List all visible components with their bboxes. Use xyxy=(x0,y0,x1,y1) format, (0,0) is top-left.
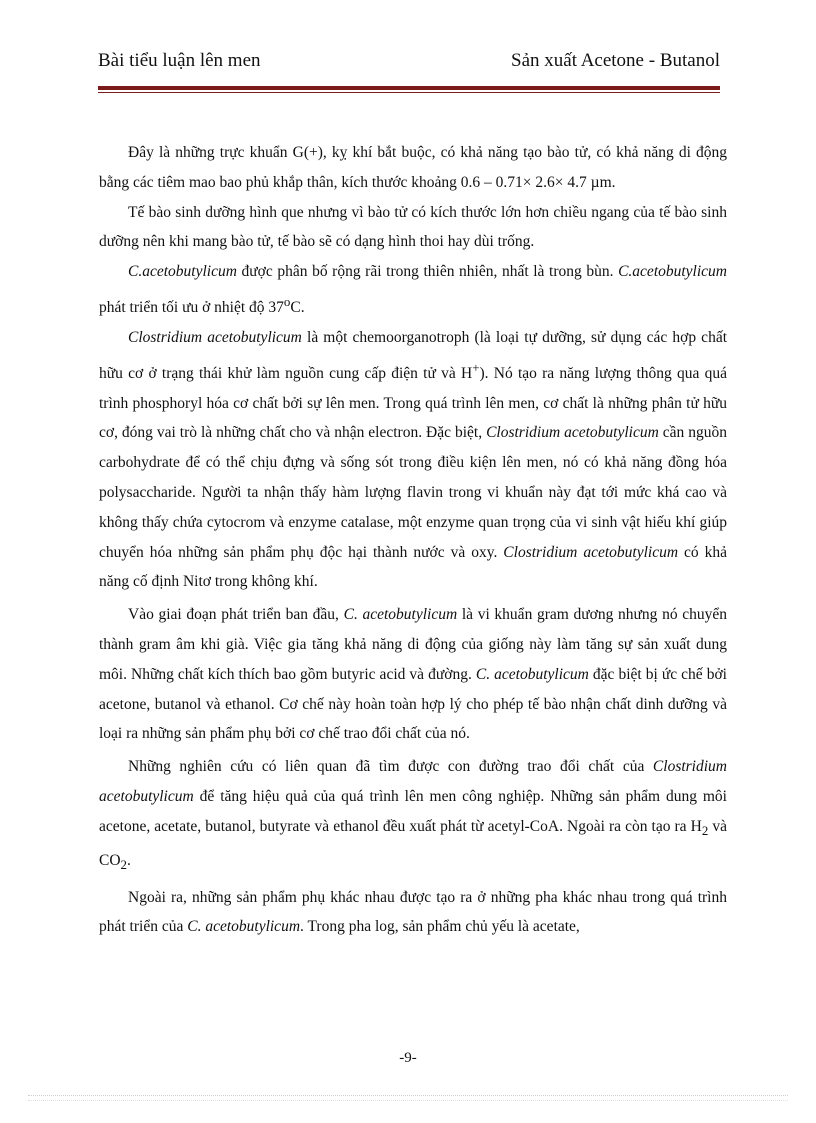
paragraph-4 xyxy=(99,323,727,597)
species-name: C. acetobutylicum xyxy=(187,918,301,936)
text-run: và CO xyxy=(99,817,727,869)
page-border-dotted xyxy=(28,1095,788,1096)
header-title-left: Bài tiểu luận lên men xyxy=(98,50,261,71)
text-run: . xyxy=(127,851,131,869)
subscript: 2 xyxy=(120,856,127,872)
header-rule-thin xyxy=(98,92,720,93)
paragraph-5 xyxy=(99,600,727,749)
text-run: đặc biệt bị ức chế bởi acetone, butanol và ethanol. Cơ chế này hoàn toàn hợp lý cho phép tế bào nhận chất dinh dưỡng và loại ra những sản phẩm phụ bởi cơ chế trao đổi chất của nó. xyxy=(99,665,727,743)
text-run: C. xyxy=(290,299,305,317)
text-run: được phân bố rộng rãi trong thiên nhiên, nhất là trong bùn. xyxy=(236,263,619,281)
text-run: để tăng hiệu quả của quá trình lên men công nghiệp. Những sản phẩm dung môi acetone, acetate, butanol, butyrate và ethanol đều xuất phát từ acetyl-CoA. Ngoài ra còn tạo ra H xyxy=(99,788,727,835)
paragraph-6 xyxy=(99,752,727,879)
body-text xyxy=(99,138,727,942)
text-run: phát triển tối ưu ở nhiệt độ 37 xyxy=(99,299,284,317)
page-header xyxy=(98,50,720,78)
text-run: Những nghiên cứu có liên quan đã tìm được con đường trao đổi chất của xyxy=(128,758,653,776)
species-name: Clostridium acetobutylicum xyxy=(503,543,679,561)
species-name: C. acetobutylicum xyxy=(475,665,589,683)
page-border-dotted xyxy=(28,1100,788,1101)
paragraph-7 xyxy=(99,883,727,943)
header-rule-thick xyxy=(98,86,720,90)
degree-superscript: o xyxy=(283,293,291,309)
page-number: -9- xyxy=(399,1050,417,1066)
species-name: C. acetobutylicum xyxy=(343,606,458,624)
charge-superscript: + xyxy=(472,359,480,375)
text-run: ). Nó tạo ra năng lượng thông qua quá trình phosphoryl hóa cơ chất bởi sự lên men. Trong quá trình lên men, cơ chất là những phân tử hữu cơ, đóng vai trò là những chất cho và nhận electron. Đặc biệt, xyxy=(99,364,727,442)
subscript: 2 xyxy=(701,822,709,838)
text-run: . Trong pha log, sản phẩm chủ yếu là acetate, xyxy=(300,918,580,936)
text-run: có khả năng cố định Nitơ trong không khí. xyxy=(99,543,727,591)
text-run: Ngoài ra, những sản phẩm phụ khác nhau được tạo ra ở những pha khác nhau trong quá trình phát triển của xyxy=(99,888,727,936)
text-run: là một chemoorganotroph (là loại tự dưỡng, sử dụng các hợp chất hữu cơ ở trạng thái khử làm nguồn cung cấp điện tử và H xyxy=(99,328,728,382)
paragraph-2: Tế bào sinh dưỡng hình que nhưng vì bào tử có kích thước lớn hơn chiều ngang của tế bào sinh dưỡng nên khi mang bào tử, tế bào sẽ có dạng hình thoi hay dùi trống. xyxy=(99,203,727,251)
paragraph-3 xyxy=(99,257,727,323)
species-name: Clostridium acetobutylicum xyxy=(99,758,727,806)
paragraph-1: Đây là những trực khuẩn G(+), kỵ khí bắt buộc, có khả năng tạo bào tử, có khả năng di động bằng các tiêm mao bao phủ khắp thân, kích thước khoảng 0.6 – 0.71× 2.6× 4.7 µm. xyxy=(99,144,727,191)
text-run: Vào giai đoạn phát triển ban đầu, xyxy=(128,606,344,624)
species-name: C.acetobutylicum xyxy=(618,263,727,281)
text-run: cần nguồn carbohydrate để có thể chịu đựng và sống sót trong điều kiện lên men, nó có khả năng đồng hóa polysaccharide. Người ta nhận thấy hàm lượng flavin trong vi khuẩn này đạt tới mức khá cao và không thấy chứa cytocrom và enzyme catalase, một enzyme quan trọng của vi sinh vật hiếu khí giúp chuyển hóa những sản phẩm phụ độc hại thành nước và oxy. xyxy=(99,424,727,561)
text-run: là vi khuẩn gram dương nhưng nó chuyển thành gram âm khi già. Việc gia tăng khả năng di động của giống này làm tăng sự sản xuất dung môi. Những chất kích thích bao gồm butyric acid và đường. xyxy=(99,606,728,683)
species-name: Clostridium acetobutylicum xyxy=(128,328,302,346)
species-name: Clostridium acetobutylicum xyxy=(486,424,659,442)
species-name: C.acetobutylicum xyxy=(128,263,237,281)
header-title-right: Sản xuất Acetone - Butanol xyxy=(511,50,720,71)
